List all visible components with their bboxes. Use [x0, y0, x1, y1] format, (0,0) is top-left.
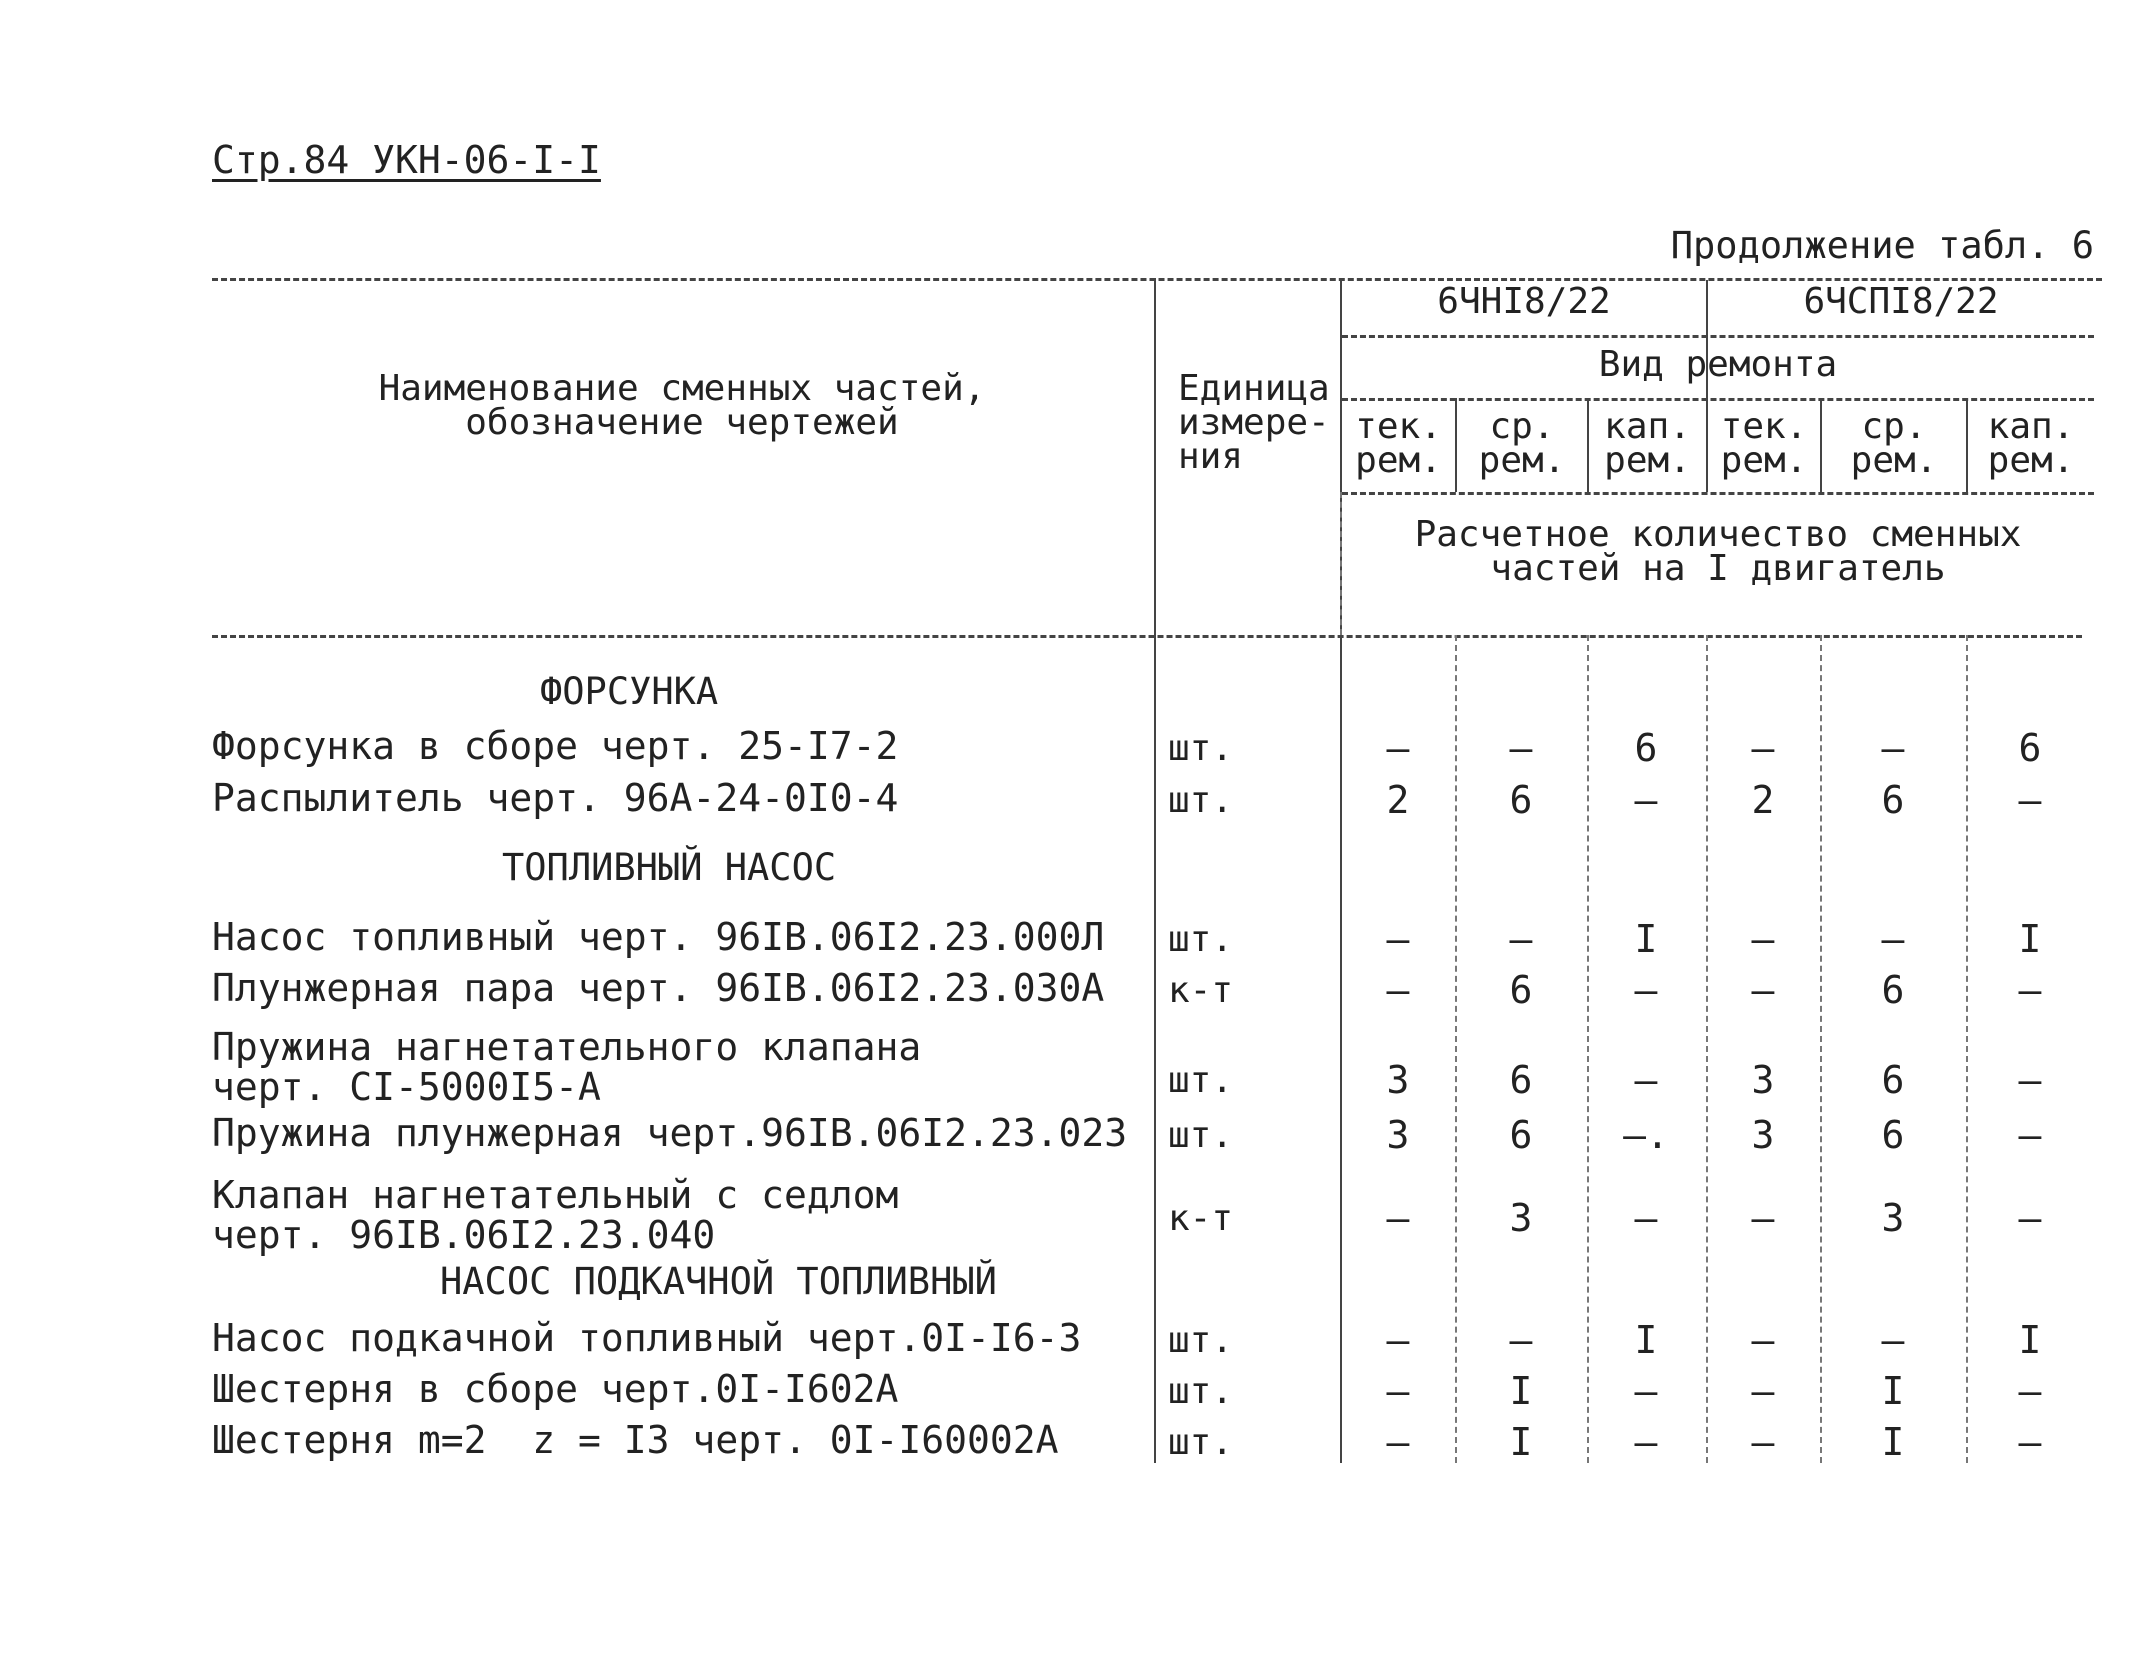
body-divider-4: [1820, 635, 1822, 1463]
row-value: –: [1634, 1196, 1658, 1240]
row-value: –: [2018, 778, 2042, 822]
row-value: –: [1751, 1420, 1775, 1464]
row-value: –: [1751, 1318, 1775, 1362]
row-unit: шт.: [1168, 780, 1234, 821]
row-unit: шт.: [1168, 919, 1234, 960]
subheader-5: ср. рем.: [1850, 406, 1938, 481]
row-name: Шестерня m=2 z = I3 черт. 0I-I60002А: [212, 1418, 1059, 1462]
row-value: –: [1386, 968, 1410, 1012]
row-value: –: [1509, 726, 1533, 770]
row-unit: шт.: [1168, 1422, 1234, 1463]
section-title: НАСОС ПОДКАЧНОЙ ТОПЛИВНЫЙ: [440, 1260, 997, 1303]
row-value: I: [1881, 1369, 1905, 1413]
row-value: 3: [1386, 1058, 1410, 1102]
row-name: Клапан нагнетательный с седлом черт. 96IВ.06I2.23.040: [212, 1173, 899, 1257]
subheader-2: ср. рем.: [1478, 406, 1566, 481]
row-unit: к-т: [1168, 1198, 1234, 1239]
row-value: –: [1386, 1369, 1410, 1413]
row-value: –: [1386, 1318, 1410, 1362]
row-value: –: [1634, 1420, 1658, 1464]
subheader-1: тек. рем.: [1355, 406, 1442, 481]
body-divider-1: [1455, 635, 1457, 1463]
row-name: Плунжерная пара черт. 96IВ.06I2.23.030А: [212, 966, 1105, 1010]
row-name: Насос топливный черт. 96IВ.06I2.23.000Л: [212, 915, 1105, 959]
row-value: 3: [1751, 1113, 1775, 1157]
row-value: –: [2018, 1420, 2042, 1464]
row-value: –: [1386, 1196, 1410, 1240]
row-value: –: [1634, 968, 1658, 1012]
col-unit-header: Единица измере- ния: [1178, 368, 1330, 477]
row-value: 6: [1634, 726, 1658, 770]
row-value: –: [1634, 778, 1658, 822]
row-value: I: [1509, 1369, 1533, 1413]
subheader-3: кап. рем.: [1604, 406, 1691, 481]
row-value: –: [1386, 917, 1410, 961]
row-value: 6: [1881, 778, 1905, 822]
section-title: ТОПЛИВНЫЙ НАСОС: [502, 846, 837, 889]
row-value: –: [1751, 1196, 1775, 1240]
row-value: –: [1634, 1369, 1658, 1413]
row-value: 3: [1386, 1113, 1410, 1157]
engine-1-label: 6ЧНI8/22: [1437, 281, 1611, 322]
section-title: ФОРСУНКА: [540, 670, 719, 713]
row-name: Пружина нагнетательного клапана черт. СI-5000I5-А: [212, 1025, 922, 1109]
row-value: 6: [1881, 1113, 1905, 1157]
row-value: –: [2018, 1113, 2042, 1157]
row-value: –: [1509, 917, 1533, 961]
row-name: Распылитель черт. 96А-24-0I0-4: [212, 776, 899, 820]
row-value: –: [1751, 917, 1775, 961]
calc-note: Расчетное количество сменных частей на I двигатель: [1414, 514, 2022, 589]
row-value: –: [1386, 1420, 1410, 1464]
row-value: –: [1881, 726, 1905, 770]
row-value: 6: [1509, 1058, 1533, 1102]
row-name: Форсунка в сборе черт. 25-I7-2: [212, 724, 899, 768]
row-value: –: [1509, 1318, 1533, 1362]
row-value: –: [1881, 917, 1905, 961]
repair-type-label: Вид ремонта: [1598, 344, 1838, 385]
row-value: –: [2018, 1196, 2042, 1240]
row-value: 6: [1509, 1113, 1533, 1157]
row-value: 3: [1751, 1058, 1775, 1102]
row-name: Пружина плунжерная черт.96IВ.06I2.23.023: [212, 1111, 1128, 1155]
row-unit: к-т: [1168, 970, 1234, 1011]
row-unit: шт.: [1168, 1060, 1234, 1101]
engine-rule: [1342, 335, 2094, 338]
subheader-4: тек. рем.: [1720, 406, 1808, 481]
col-name-header: Наименование сменных частей, обозначение чертежей: [378, 368, 986, 443]
row-name: Шестерня в сборе черт.0I-I602А: [212, 1367, 899, 1411]
page-header: Стр.84 УКН-06-I-I: [212, 138, 601, 182]
subheader-rule: [1342, 492, 2094, 495]
row-value: 3: [1881, 1196, 1905, 1240]
row-value: 6: [1881, 1058, 1905, 1102]
row-value: –: [2018, 1058, 2042, 1102]
row-value: –: [2018, 968, 2042, 1012]
row-value: –: [1881, 1318, 1905, 1362]
row-value: –: [1386, 726, 1410, 770]
continuation-label: Продолжение табл. 6: [1670, 224, 2094, 267]
row-value: –: [1751, 1369, 1775, 1413]
row-value: –: [1751, 726, 1775, 770]
row-value: 2: [1751, 778, 1775, 822]
header-bottom-rule: [212, 635, 2082, 638]
row-value: 6: [1881, 968, 1905, 1012]
row-value: I: [2018, 917, 2042, 961]
row-value: I: [1509, 1420, 1533, 1464]
row-value: –: [1634, 1058, 1658, 1102]
row-value: –: [2018, 1369, 2042, 1413]
engine-2-label: 6ЧСПI8/22: [1803, 281, 1999, 322]
subheader-6: кап. рем.: [1987, 406, 2075, 481]
name-unit-divider: [1154, 278, 1156, 1463]
row-value: I: [2018, 1318, 2042, 1362]
row-unit: шт.: [1168, 728, 1234, 769]
row-value: 6: [1509, 778, 1533, 822]
row-unit: шт.: [1168, 1371, 1234, 1412]
row-value: 3: [1509, 1196, 1533, 1240]
row-name: Насос подкачной топливный черт.0I-I6-3: [212, 1316, 1082, 1360]
row-value: 6: [1509, 968, 1533, 1012]
row-unit: шт.: [1168, 1320, 1234, 1361]
row-value: I: [1881, 1420, 1905, 1464]
row-value: 6: [2018, 726, 2042, 770]
row-value: 2: [1386, 778, 1410, 822]
body-divider-5: [1966, 635, 1968, 1463]
row-value: I: [1634, 1318, 1658, 1362]
body-divider-3: [1706, 635, 1708, 1463]
body-divider-2: [1587, 635, 1589, 1463]
row-value: –: [1751, 968, 1775, 1012]
row-value: –.: [1623, 1113, 1669, 1157]
row-unit: шт.: [1168, 1115, 1234, 1156]
row-value: I: [1634, 917, 1658, 961]
